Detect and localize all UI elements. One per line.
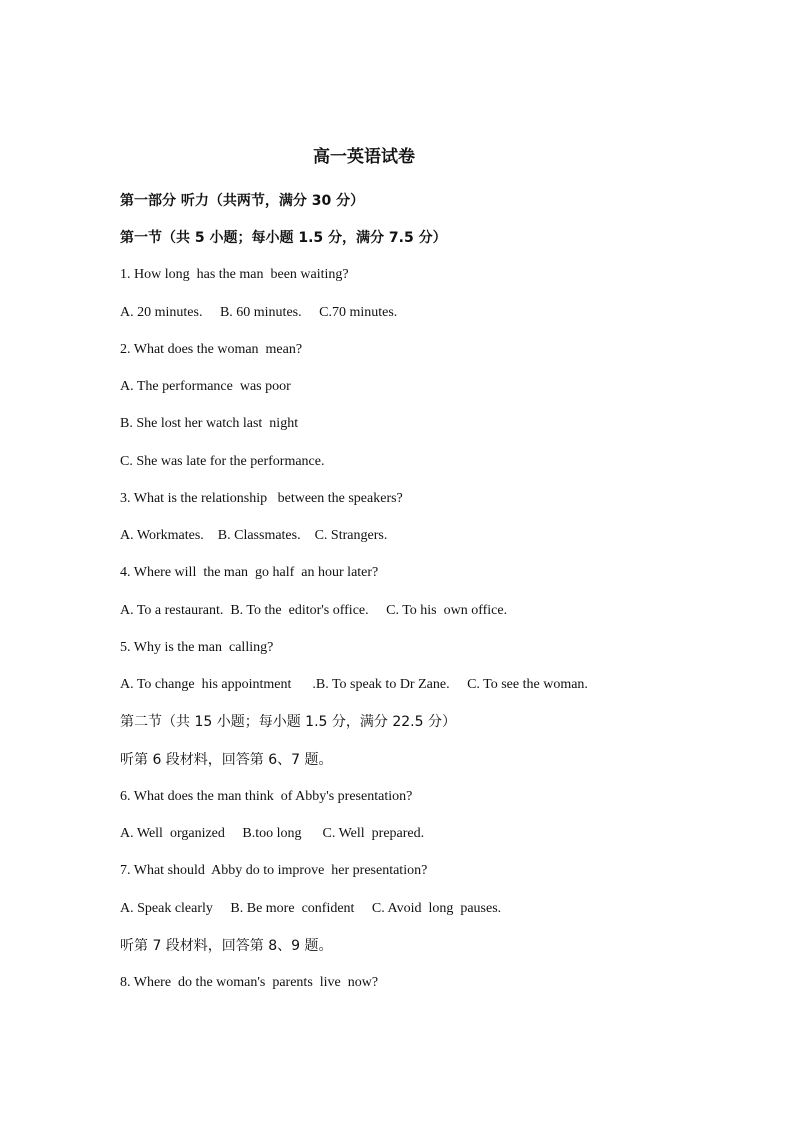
section1-heading: 第一节（共 5 小题；每小题 1.5 分，满分 7.5 分） [120,230,447,246]
question-2-option-b: B. She lost her watch last night [120,416,299,431]
question-4-options: A. To a restaurant. B. To the editor's office. C. To his own office. [120,603,508,618]
question-2: 2. What does the woman mean? [120,342,303,357]
passage-7-instruction: 听第 7 段材料，回答第 8、9 题。 [120,938,333,954]
question-2-option-a: A. The performance was poor [120,379,291,394]
question-6: 6. What does the man think of Abby's presentation? [120,789,413,804]
question-1-options: A. 20 minutes. B. 60 minutes. C.70 minutes. [120,305,398,320]
question-5: 5. Why is the man calling? [120,640,274,655]
question-3-options: A. Workmates. B. Classmates. C. Strangers. [120,528,388,543]
question-7-options: A. Speak clearly B. Be more confident C. Avoid long pauses. [120,901,502,916]
question-7: 7. What should Abby do to improve her presentation? [120,863,428,878]
question-4: 4. Where will the man go half an hour later? [120,565,379,580]
question-5-options: A. To change his appointment .B. To speak to Dr Zane. C. To see the woman. [120,677,588,692]
part1-heading: 第一部分 听力（共两节，满分 30 分） [120,193,365,209]
question-8: 8. Where do the woman's parents live now? [120,975,379,990]
question-1: 1. How long has the man been waiting? [120,267,349,282]
question-2-option-c: C. She was late for the performance. [120,454,325,469]
question-6-options: A. Well organized B.too long C. Well prepared. [120,826,425,841]
passage-6-instruction: 听第 6 段材料，回答第 6、7 题。 [120,752,333,768]
page-title: 高一英语试卷 [313,147,415,167]
question-3: 3. What is the relationship between the speakers? [120,491,403,506]
section2-heading: 第二节（共 15 小题；每小题 1.5 分，满分 22.5 分） [120,714,456,730]
